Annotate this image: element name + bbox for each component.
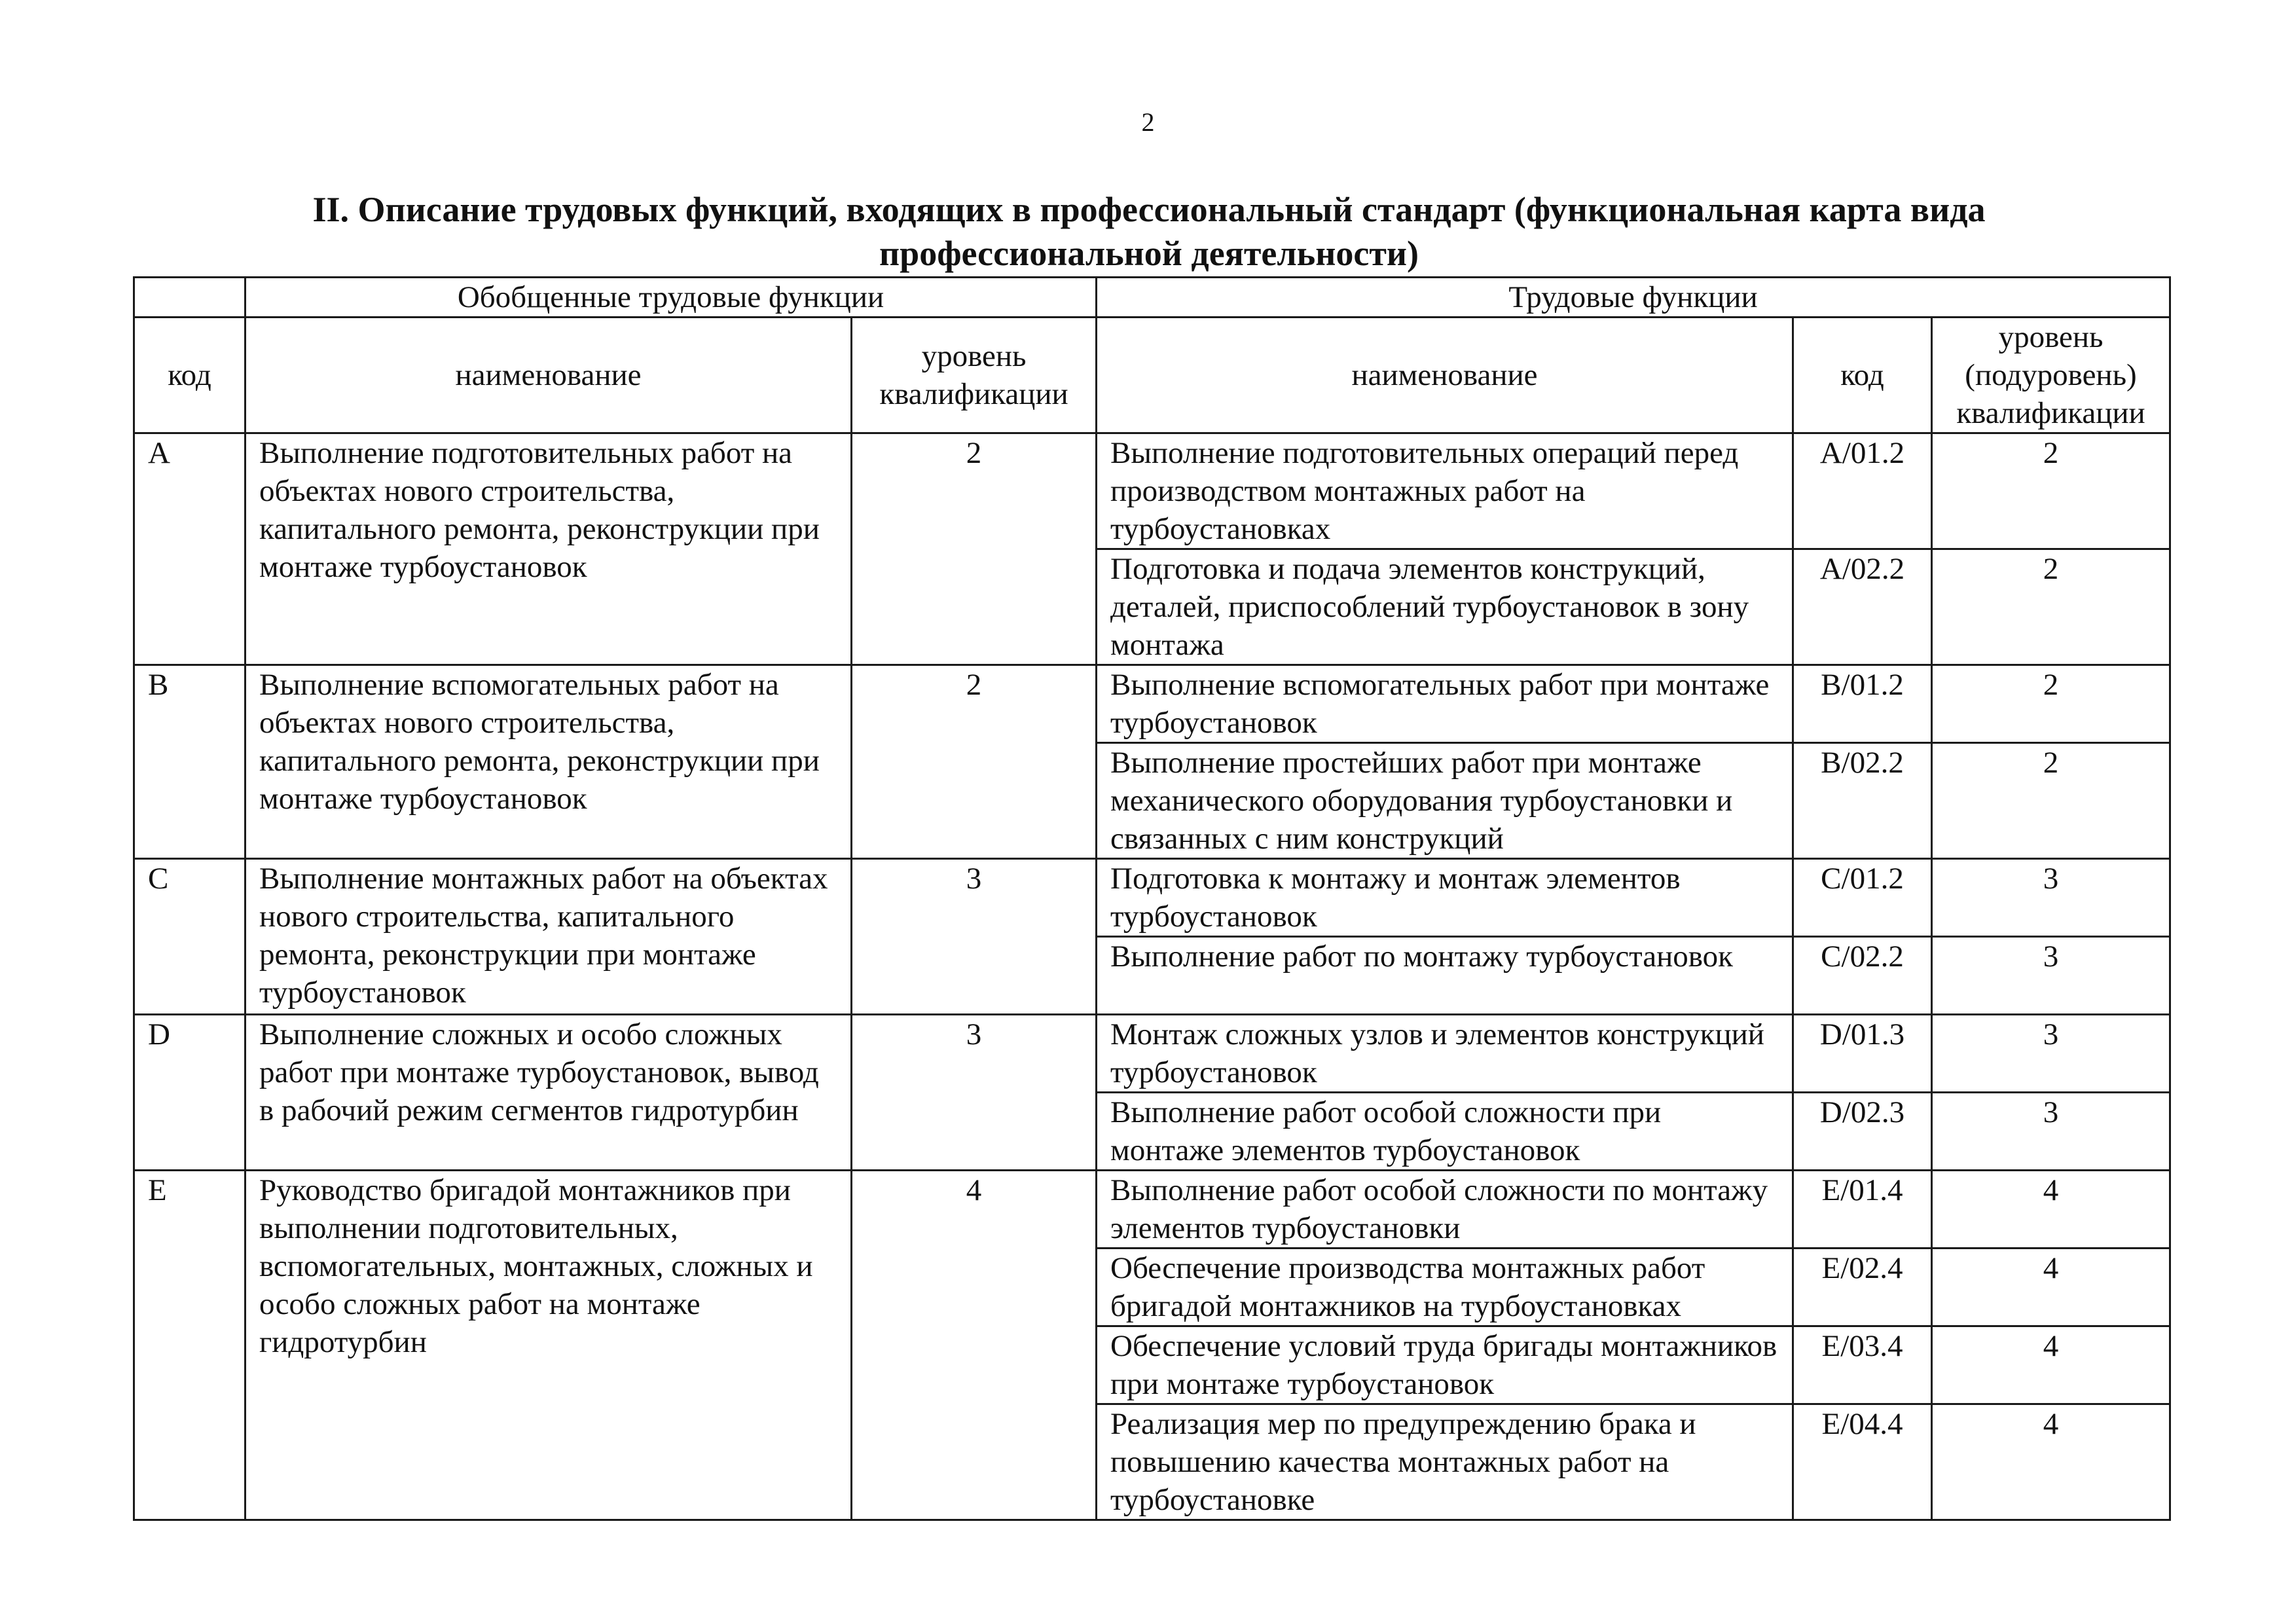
group-code: C — [134, 859, 246, 1015]
group-level: 3 — [852, 859, 1097, 1015]
function-level: 4 — [1932, 1404, 2170, 1520]
function-code: A/01.2 — [1793, 433, 1932, 549]
function-name: Выполнение работ особой сложности по монтажу элементов турбоустановки — [1097, 1171, 1793, 1249]
function-level: 3 — [1932, 1093, 2170, 1171]
header-tf-code: код — [1793, 318, 1932, 433]
header-tf-level: уровень (подуровень) квалификации — [1932, 318, 2170, 433]
title-line-2: профессиональной деятельности) — [879, 234, 1419, 273]
function-name: Монтаж сложных узлов и элементов конструкций турбоустановок — [1097, 1015, 1793, 1093]
function-level: 4 — [1932, 1249, 2170, 1326]
function-name: Выполнение работ особой сложности при монтаже элементов турбоустановок — [1097, 1093, 1793, 1171]
group-name: Выполнение сложных и особо сложных работ при монтаже турбоустановок, вывод в рабочий режим сегментов гидротурбин — [246, 1015, 852, 1171]
group-code: A — [134, 433, 246, 665]
group-name: Руководство бригадой монтажников при выполнении подготовительных, вспомогательных, монтажных, сложных и особо сложных работ на монтаже гидротурбин — [246, 1171, 852, 1520]
function-level: 2 — [1932, 665, 2170, 743]
function-level: 3 — [1932, 1015, 2170, 1093]
functional-map-table — [133, 276, 2171, 1521]
group-code: E — [134, 1171, 246, 1520]
function-level: 3 — [1932, 859, 2170, 937]
function-name: Подготовка к монтажу и монтаж элементов турбоустановок — [1097, 859, 1793, 937]
header-tf-name: наименование — [1097, 318, 1793, 433]
function-code: B/01.2 — [1793, 665, 1932, 743]
function-level: 4 — [1932, 1326, 2170, 1404]
table-row — [134, 859, 2170, 937]
group-name: Выполнение вспомогательных работ на объектах нового строительства, капитального ремонта, реконструкции при монтаже турбоустановок — [246, 665, 852, 859]
function-name: Выполнение вспомогательных работ при монтаже турбоустановок — [1097, 665, 1793, 743]
group-level: 4 — [852, 1171, 1097, 1520]
header-name: наименование — [246, 318, 852, 433]
header-level: уровень квалификации — [852, 318, 1097, 433]
header-row-columns — [134, 318, 2170, 433]
function-code: E/02.4 — [1793, 1249, 1932, 1326]
group-level: 2 — [852, 665, 1097, 859]
function-code: E/04.4 — [1793, 1404, 1932, 1520]
group-name: Выполнение монтажных работ на объектах нового строительства, капитального ремонта, реконструкции при монтаже турбоустановок — [246, 859, 852, 1015]
function-level: 2 — [1932, 433, 2170, 549]
table-row — [134, 433, 2170, 549]
function-name: Реализация мер по предупреждению брака и повышению качества монтажных работ на турбоустановке — [1097, 1404, 1793, 1520]
function-code: D/01.3 — [1793, 1015, 1932, 1093]
function-level: 2 — [1932, 549, 2170, 665]
function-level: 3 — [1932, 937, 2170, 1015]
group-level: 3 — [852, 1015, 1097, 1171]
function-code: B/02.2 — [1793, 743, 1932, 859]
table-row — [134, 1171, 2170, 1249]
header-empty-cell — [134, 278, 246, 318]
page-number: 2 — [1141, 107, 1155, 137]
function-name: Выполнение простейших работ при монтаже механического оборудования турбоустановки и связанных с ним конструкций — [1097, 743, 1793, 859]
function-name: Выполнение работ по монтажу турбоустановок — [1097, 937, 1793, 1015]
group-code: D — [134, 1015, 246, 1171]
header-labor-functions: Трудовые функции — [1097, 278, 2170, 318]
function-code: A/02.2 — [1793, 549, 1932, 665]
group-level: 2 — [852, 433, 1097, 665]
function-code: E/01.4 — [1793, 1171, 1932, 1249]
header-row-groups — [134, 278, 2170, 318]
function-name: Выполнение подготовительных операций перед производством монтажных работ на турбоустановках — [1097, 433, 1793, 549]
header-code: код — [134, 318, 246, 433]
function-code: C/01.2 — [1793, 859, 1932, 937]
group-name: Выполнение подготовительных работ на объектах нового строительства, капитального ремонта, реконструкции при монтаже турбоустановок — [246, 433, 852, 665]
function-level: 2 — [1932, 743, 2170, 859]
page-title — [137, 188, 2160, 276]
function-code: E/03.4 — [1793, 1326, 1932, 1404]
function-code: D/02.3 — [1793, 1093, 1932, 1171]
function-name: Подготовка и подача элементов конструкций, деталей, приспособлений турбоустановок в зону монтажа — [1097, 549, 1793, 665]
header-generalized-functions: Обобщенные трудовые функции — [246, 278, 1097, 318]
function-name: Обеспечение условий труда бригады монтажников при монтаже турбоустановок — [1097, 1326, 1793, 1404]
table-row — [134, 1015, 2170, 1093]
group-code: B — [134, 665, 246, 859]
function-name: Обеспечение производства монтажных работ бригадой монтажников на турбоустановках — [1097, 1249, 1793, 1326]
table-row — [134, 665, 2170, 743]
function-level: 4 — [1932, 1171, 2170, 1249]
title-line-1: II. Описание трудовых функций, входящих в профессиональный стандарт (функциональная карта вида — [312, 190, 1986, 229]
function-code: C/02.2 — [1793, 937, 1932, 1015]
